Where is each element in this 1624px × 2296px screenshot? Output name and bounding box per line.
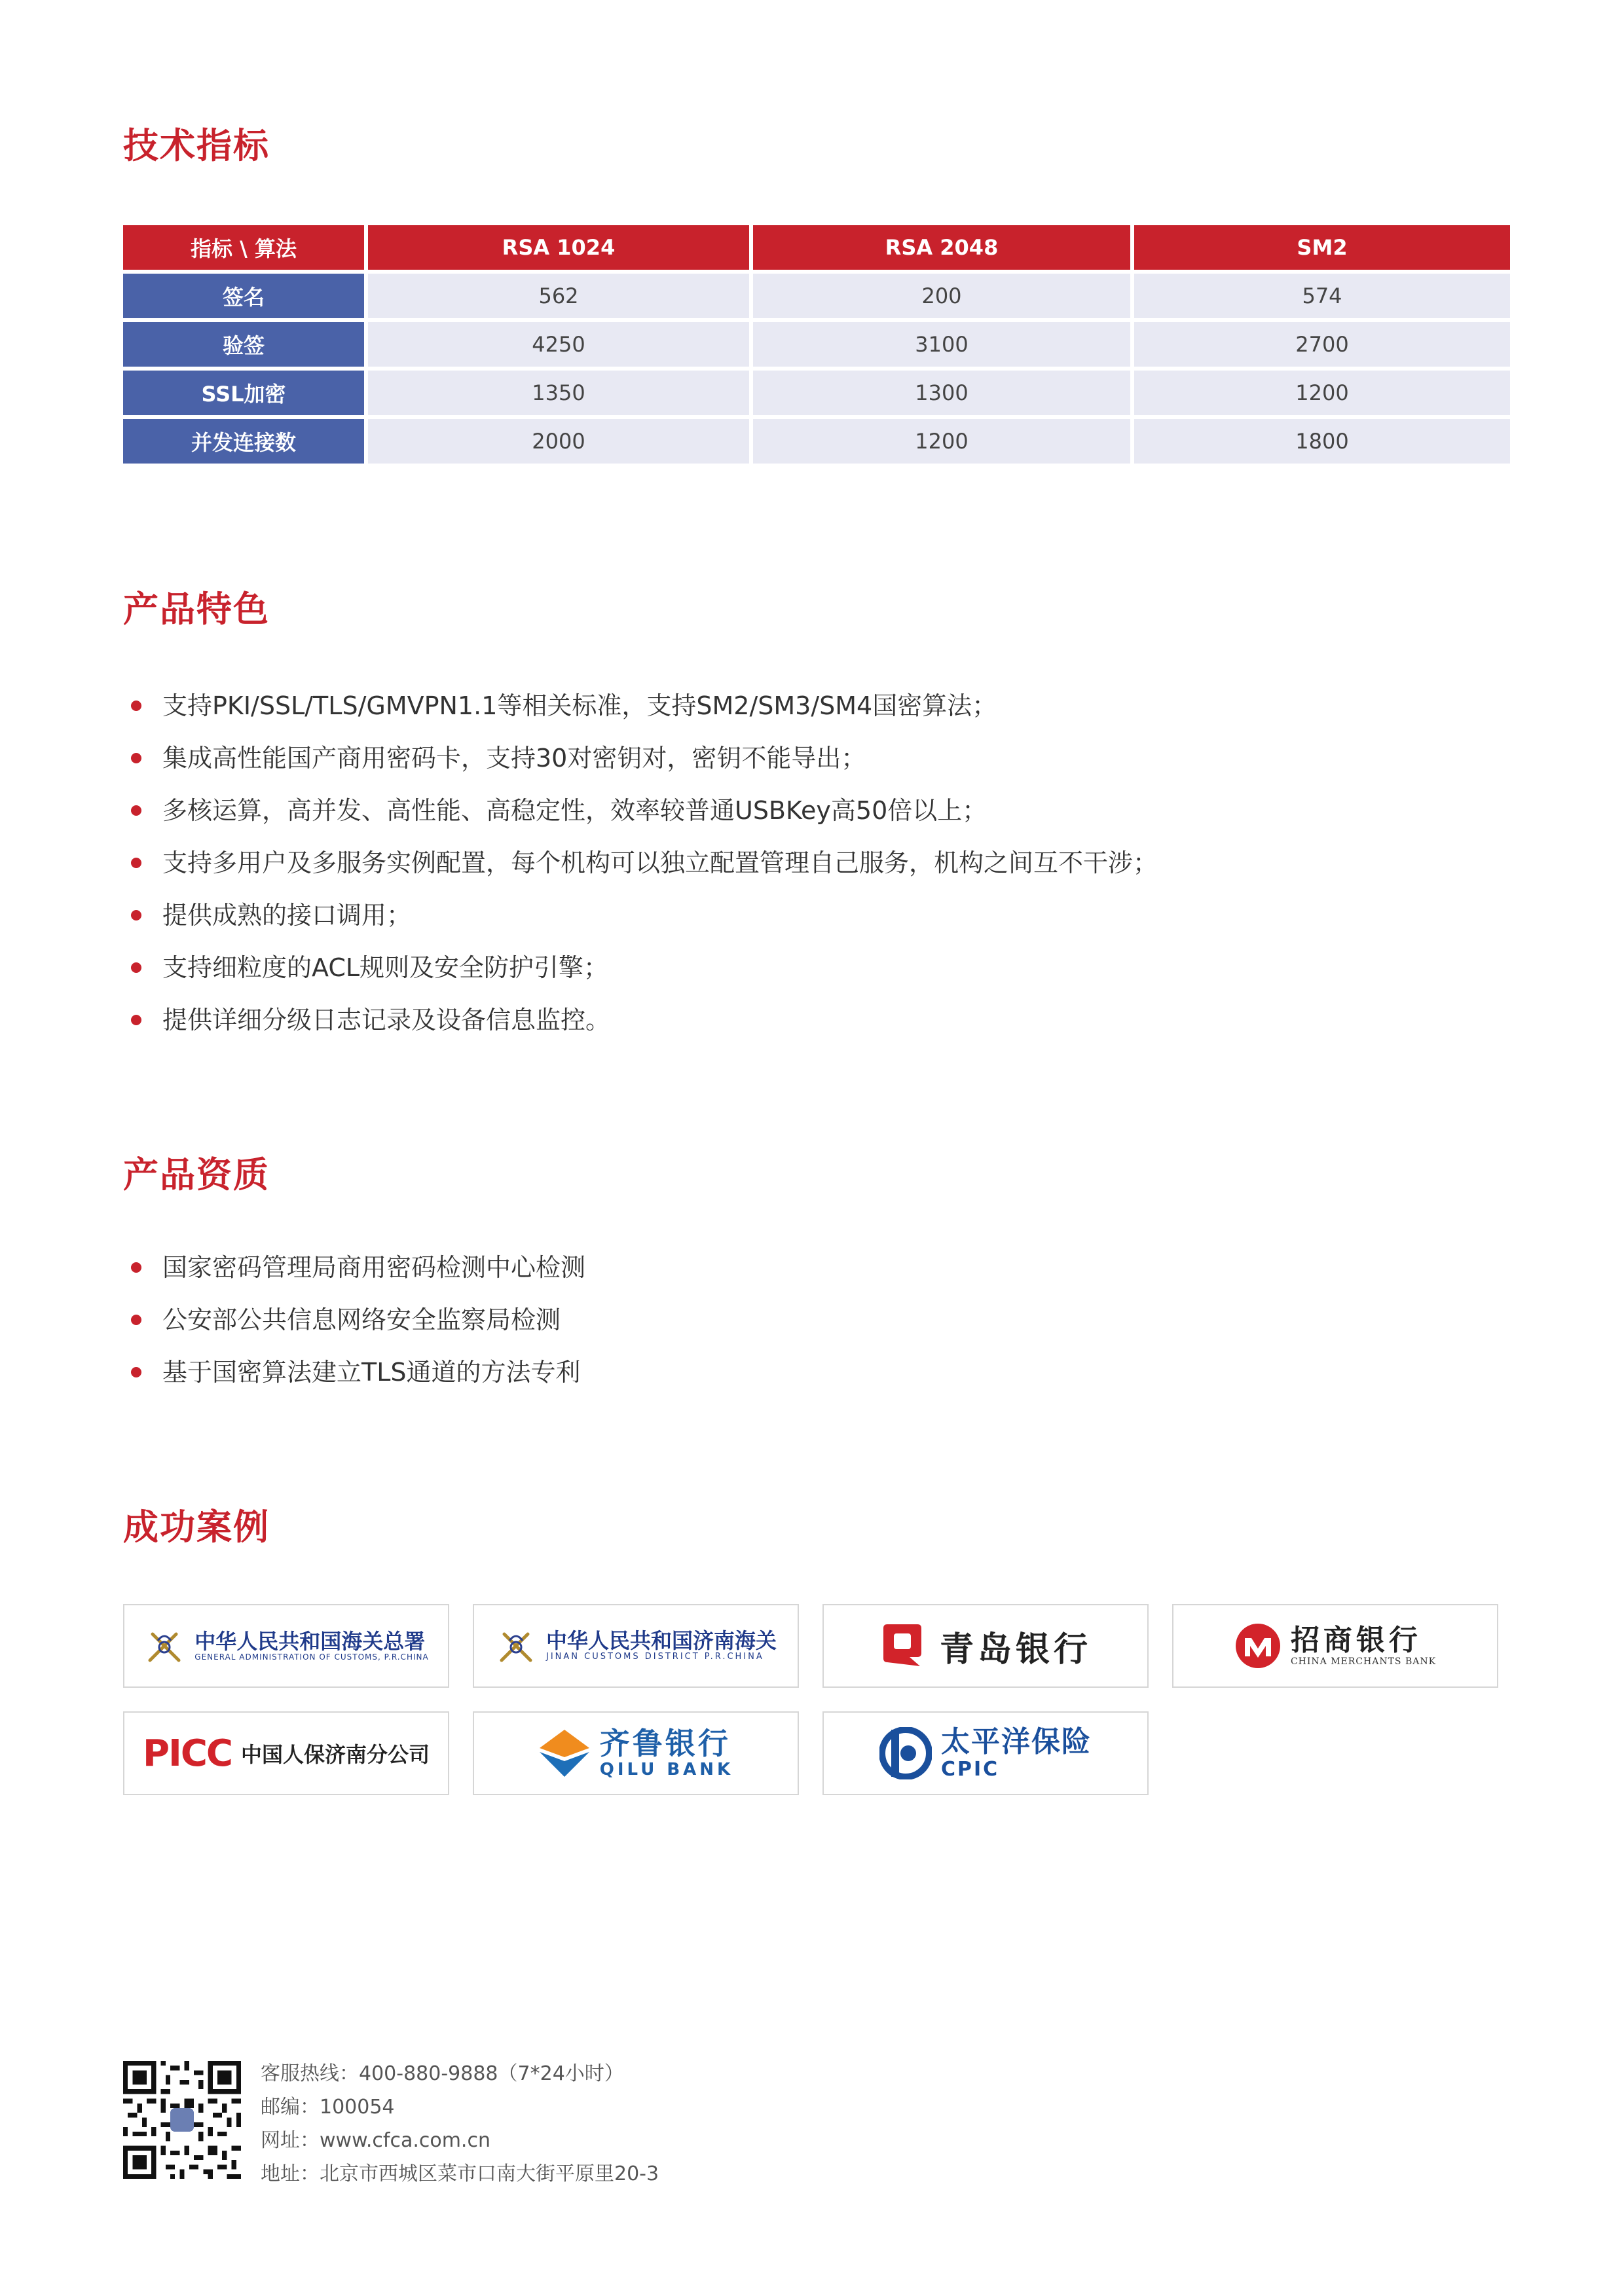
list-item [128, 784, 1158, 837]
table-cell: 1200 [1134, 371, 1510, 415]
bullet-icon [131, 1262, 141, 1273]
table-header-cell: 指标 \ 算法 [123, 225, 364, 270]
customs-emblem-icon [143, 1625, 185, 1667]
qualification-text: 公安部公共信息网络安全监察局检测 [162, 1305, 561, 1334]
table-header-row [123, 225, 1510, 270]
qualifications-section-title: 产品资质 [123, 1154, 270, 1195]
logo-cn-text: 招商银行 [1290, 1624, 1422, 1658]
bullet-icon [131, 805, 141, 816]
table-header-cell: SM2 [1134, 225, 1510, 270]
features-list [128, 680, 1158, 1046]
table-cell: 1800 [1134, 419, 1510, 464]
cases-section-title: 成功案例 [123, 1506, 270, 1548]
website-text: 网址：www.cfca.com.cn [261, 2129, 490, 2152]
list-item [128, 1241, 585, 1294]
table-header-cell: RSA 2048 [753, 225, 1130, 270]
logo-cn-text: 太平洋保险 [941, 1725, 1092, 1759]
list-item [128, 889, 1158, 941]
table-cell: 1350 [368, 371, 749, 415]
feature-text: 集成高性能国产商用密码卡，支持30对密钥对，密钥不能导出； [162, 744, 866, 773]
table-cell: 1200 [753, 419, 1130, 464]
list-item [128, 1346, 585, 1398]
bullet-icon [131, 753, 141, 763]
logo-qingdao-bank [822, 1604, 1149, 1688]
list-item [128, 994, 1158, 1046]
logo-en-text: CPIC [941, 1757, 1000, 1781]
qr-code-icon [123, 2061, 241, 2179]
table-row [123, 322, 1510, 367]
table-cell: 3100 [753, 322, 1130, 367]
postcode-text: 邮编：100054 [261, 2096, 395, 2119]
contact-info [261, 2057, 659, 2191]
logo-qilu-bank [473, 1711, 799, 1795]
bullet-icon [131, 858, 141, 868]
picc-brand-text: PICC [142, 1732, 232, 1775]
table-cell: 200 [753, 274, 1130, 318]
bullet-icon [131, 962, 141, 973]
feature-text: 提供详细分级日志记录及设备信息监控。 [162, 1006, 611, 1034]
logo-picc [123, 1711, 449, 1795]
qingdao-bank-mark-icon [879, 1623, 931, 1669]
table-row [123, 274, 1510, 318]
logo-en-text: JINAN CUSTOMS DISTRICT P.R.CHINA [545, 1652, 764, 1662]
specs-section-title: 技术指标 [123, 125, 270, 166]
logo-en-text: GENERAL ADMINISTRATION OF CUSTOMS, P.R.CHINA [194, 1652, 429, 1662]
customs-emblem-icon [495, 1625, 537, 1667]
table-cell: 4250 [368, 322, 749, 367]
logo-en-text: QILU BANK [599, 1760, 734, 1779]
qilu-bank-mark-icon [538, 1728, 591, 1778]
row-label: 签名 [123, 274, 364, 318]
feature-text: 支持PKI/SSL/TLS/GMVPN1.1等相关标准，支持SM2/SM3/SM4国密算法； [162, 691, 997, 720]
qualification-text: 国家密码管理局商用密码检测中心检测 [162, 1253, 586, 1282]
logo-en-text: CHINA MERCHANTS BANK [1290, 1656, 1437, 1667]
logo-cn-text: 中华人民共和国济南海关 [545, 1628, 777, 1654]
spec-table [119, 221, 1514, 467]
bullet-icon [131, 1315, 141, 1325]
table-row [123, 419, 1510, 464]
table-cell: 1300 [753, 371, 1130, 415]
cmb-mark-icon [1234, 1622, 1282, 1669]
table-cell: 562 [368, 274, 749, 318]
row-label: SSL加密 [123, 371, 364, 415]
qualification-text: 基于国密算法建立TLS通道的方法专利 [162, 1358, 581, 1387]
logo-cn-text: 青岛银行 [939, 1629, 1092, 1669]
table-row [123, 371, 1510, 415]
row-label: 验签 [123, 322, 364, 367]
bullet-icon [131, 701, 141, 711]
feature-text: 支持细粒度的ACL规则及安全防护引擎； [162, 953, 609, 982]
table-cell: 2000 [368, 419, 749, 464]
list-item [128, 837, 1158, 889]
logo-customs-general [123, 1604, 449, 1688]
feature-text: 多核运算，高并发、高性能、高稳定性，效率较普通USBKey高50倍以上； [162, 796, 987, 825]
table-header-cell: RSA 1024 [368, 225, 749, 270]
logo-cn-text: 中华人民共和国海关总署 [194, 1628, 426, 1654]
logo-customs-jinan [473, 1604, 799, 1688]
cpic-mark-icon [879, 1727, 932, 1779]
address-text: 地址：北京市西城区菜市口南大街平原里20-3 [261, 2162, 659, 2185]
qualifications-list [128, 1241, 585, 1398]
bullet-icon [131, 1367, 141, 1377]
logo-cn-text: 中国人保济南分公司 [241, 1742, 430, 1767]
list-item [128, 680, 1158, 732]
table-cell: 574 [1134, 274, 1510, 318]
bullet-icon [131, 1015, 141, 1025]
hotline-text: 客服热线：400-880-9888（7*24小时） [261, 2062, 624, 2085]
table-cell: 2700 [1134, 322, 1510, 367]
logo-cn-text: 齐鲁银行 [599, 1726, 731, 1762]
bullet-icon [131, 910, 141, 920]
list-item [128, 941, 1158, 994]
features-section-title: 产品特色 [123, 589, 270, 630]
logo-cpic [822, 1711, 1149, 1795]
list-item [128, 732, 1158, 784]
feature-text: 支持多用户及多服务实例配置，每个机构可以独立配置管理自己服务，机构之间互不干涉； [162, 848, 1158, 877]
feature-text: 提供成熟的接口调用； [162, 901, 412, 930]
list-item [128, 1294, 585, 1346]
row-label: 并发连接数 [123, 419, 364, 464]
logo-china-merchants-bank [1172, 1604, 1498, 1688]
